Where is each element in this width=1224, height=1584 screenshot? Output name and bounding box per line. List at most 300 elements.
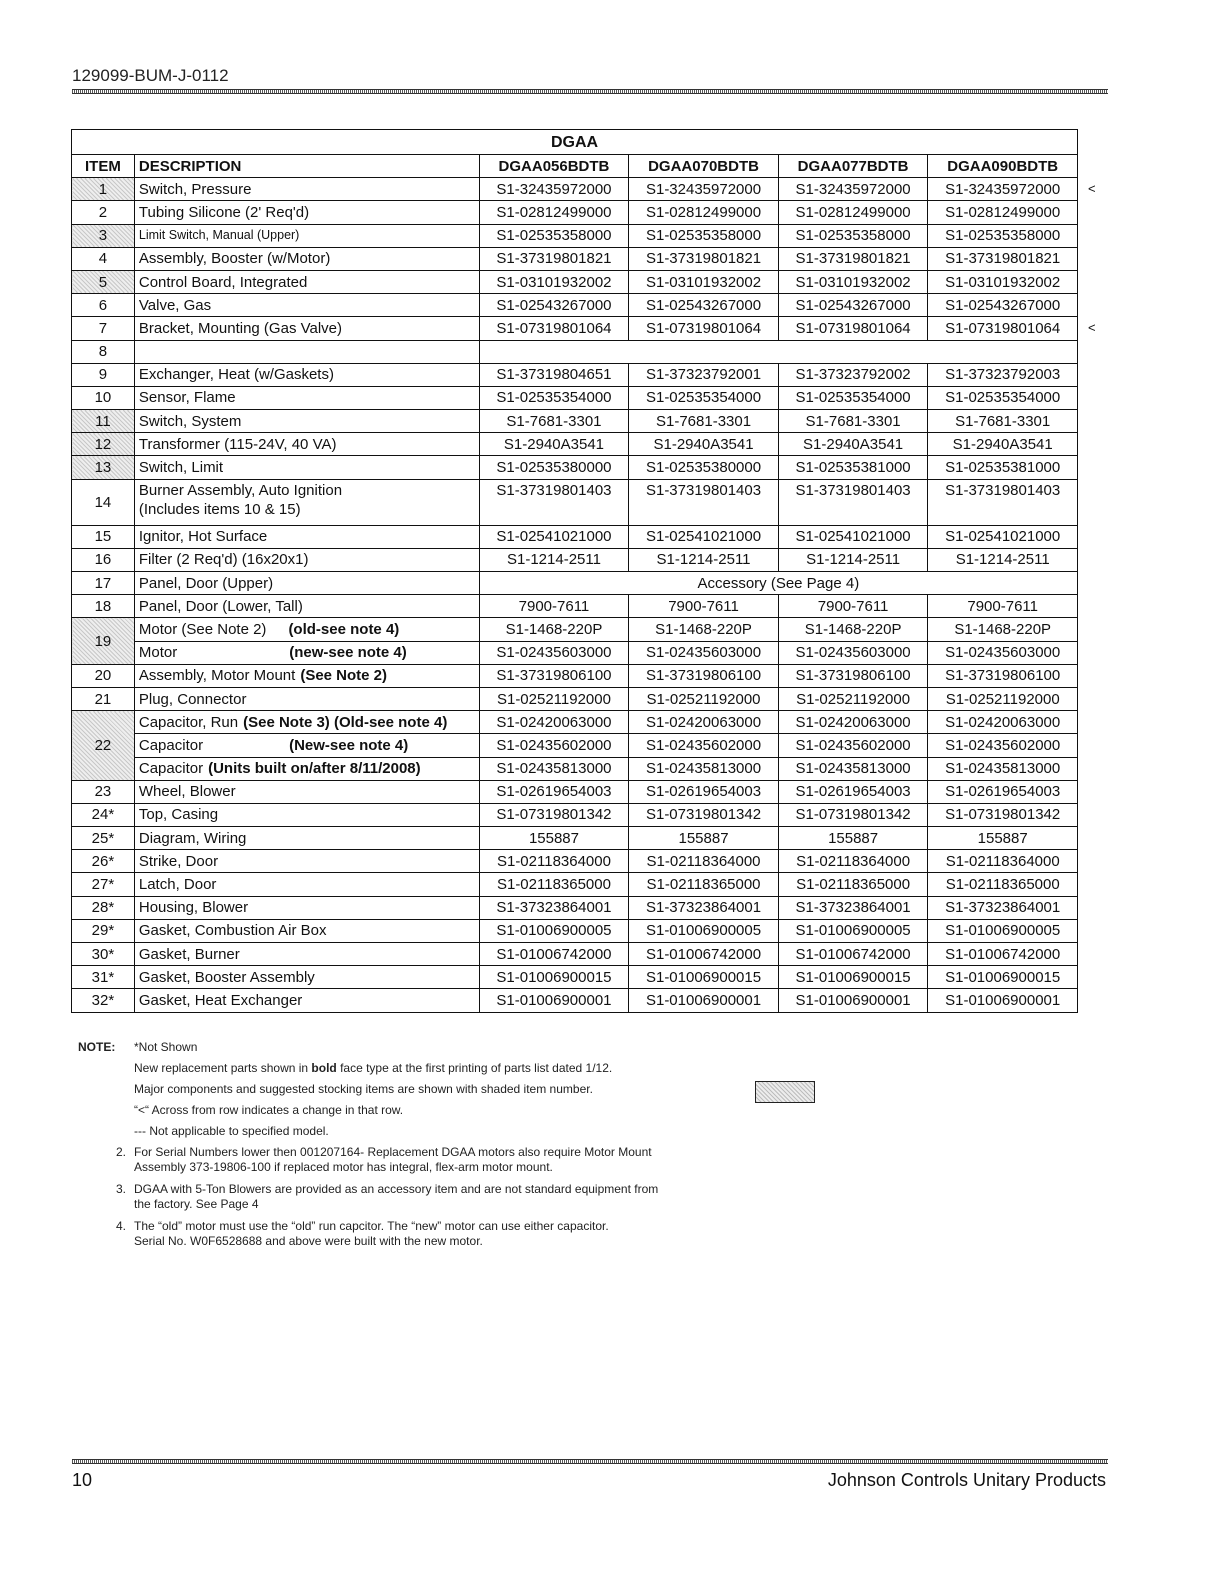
item-number: 13 xyxy=(72,456,135,479)
note-2-line-2: Assembly 373-19806-100 if replaced motor has integral, flex-arm motor mount. xyxy=(134,1160,553,1174)
item-description xyxy=(134,479,479,525)
part-number: S1-01006742000 xyxy=(479,943,629,966)
item-number: 3 xyxy=(72,224,135,247)
part-number: S1-02619654003 xyxy=(629,780,779,803)
col-header-model: DGAA070BDTB xyxy=(629,155,779,178)
part-number: S1-2940A3541 xyxy=(479,433,629,456)
part-number: S1-1214-2511 xyxy=(479,548,629,571)
item-description xyxy=(134,525,479,548)
part-number: 155887 xyxy=(778,827,928,850)
description-text-line-2: (Includes items 10 & 15) xyxy=(138,500,301,518)
document-id: 129099-BUM-J-0112 xyxy=(72,66,229,85)
item-description xyxy=(134,386,479,409)
item-description xyxy=(134,919,479,942)
description-text: Gasket, Heat Exchanger xyxy=(138,991,303,1009)
item-description xyxy=(134,803,479,826)
item-number: 22 xyxy=(72,711,135,781)
part-number: S1-01006900015 xyxy=(629,966,779,989)
part-number: S1-02435602000 xyxy=(928,734,1078,757)
item-number: 28* xyxy=(72,896,135,919)
description-text: Diagram, Wiring xyxy=(138,829,247,847)
part-number: S1-01006900005 xyxy=(629,919,779,942)
description-tag: (See Note 3) (Old-see note 4) xyxy=(243,713,448,731)
part-number: S1-37323864001 xyxy=(629,896,779,919)
part-number: S1-02619654003 xyxy=(928,780,1078,803)
part-number: S1-02543267000 xyxy=(928,294,1078,317)
table-row xyxy=(72,224,1078,247)
change-marker: < xyxy=(1088,320,1096,336)
item-description xyxy=(134,317,479,340)
part-number: S1-07319801064 xyxy=(778,317,928,340)
part-number: S1-7681-3301 xyxy=(629,410,779,433)
item-description xyxy=(134,687,479,710)
description-text: Limit Switch, Manual (Upper) xyxy=(138,228,300,243)
part-number: S1-01006900005 xyxy=(928,919,1078,942)
note-2-number: 2. xyxy=(116,1145,127,1159)
description-text: Bracket, Mounting (Gas Valve) xyxy=(138,319,343,337)
item-number: 1 xyxy=(72,178,135,201)
description-tag: (old-see note 4) xyxy=(288,620,400,638)
part-number: S1-1468-220P xyxy=(928,618,1078,641)
description-tag: (Units built on/after 8/11/2008) xyxy=(208,760,421,778)
part-number: S1-02812499000 xyxy=(629,201,779,224)
part-number: S1-02435602000 xyxy=(778,734,928,757)
part-number: S1-02535354000 xyxy=(928,386,1078,409)
table-row xyxy=(72,641,1078,664)
description-text: Housing, Blower xyxy=(138,899,249,917)
part-number: S1-02118364000 xyxy=(778,850,928,873)
table-row xyxy=(72,780,1078,803)
item-description xyxy=(134,664,479,687)
part-number: S1-01006900015 xyxy=(778,966,928,989)
item-description xyxy=(134,711,479,734)
part-number: S1-02435603000 xyxy=(928,641,1078,664)
item-number: 18 xyxy=(72,595,135,618)
part-number: 155887 xyxy=(928,827,1078,850)
table-row xyxy=(72,201,1078,224)
description-text: Panel, Door (Lower, Tall) xyxy=(138,597,303,615)
table-row xyxy=(72,966,1078,989)
description-text: Strike, Door xyxy=(138,852,219,870)
part-number: S1-02535354000 xyxy=(629,386,779,409)
table-row xyxy=(72,456,1078,479)
part-number: S1-02535381000 xyxy=(778,456,928,479)
table-row xyxy=(72,270,1078,293)
item-description xyxy=(134,340,479,363)
part-number: S1-02619654003 xyxy=(479,780,629,803)
item-description xyxy=(134,641,479,664)
part-number: 7900-7611 xyxy=(479,595,629,618)
part-number: S1-32435972000 xyxy=(479,178,629,201)
description-text: Tubing Silicone (2' Req'd) xyxy=(138,203,310,221)
note-bold-explanation xyxy=(134,1061,612,1075)
part-number: S1-1468-220P xyxy=(479,618,629,641)
item-description xyxy=(134,456,479,479)
part-number: S1-2940A3541 xyxy=(928,433,1078,456)
item-number: 4 xyxy=(72,247,135,270)
item-number: 20 xyxy=(72,664,135,687)
part-number: S1-37323792002 xyxy=(778,363,928,386)
item-description xyxy=(134,572,479,595)
description-text: Sensor, Flame xyxy=(138,389,236,407)
item-number: 27* xyxy=(72,873,135,896)
item-number: 25* xyxy=(72,827,135,850)
table-row xyxy=(72,989,1078,1012)
parts-table-body xyxy=(72,178,1078,1012)
description-text: Plug, Connector xyxy=(138,690,247,708)
item-number: 17 xyxy=(72,572,135,595)
part-number: S1-02535358000 xyxy=(629,224,779,247)
part-number: S1-7681-3301 xyxy=(778,410,928,433)
part-number: S1-01006900005 xyxy=(479,919,629,942)
note-text: face type at the first printing of parts list dated 1/12. xyxy=(336,1061,613,1075)
note-label: NOTE: xyxy=(78,1040,116,1054)
part-number: S1-01006900001 xyxy=(479,989,629,1012)
table-row xyxy=(72,479,1078,525)
table-row xyxy=(72,595,1078,618)
table-row xyxy=(72,572,1078,595)
part-number: S1-37319801403 xyxy=(479,479,629,525)
part-number: S1-7681-3301 xyxy=(928,410,1078,433)
table-row xyxy=(72,525,1078,548)
part-number: S1-32435972000 xyxy=(778,178,928,201)
part-number: S1-37319801821 xyxy=(778,247,928,270)
part-number: S1-2940A3541 xyxy=(629,433,779,456)
part-number: 7900-7611 xyxy=(778,595,928,618)
part-number: S1-7681-3301 xyxy=(479,410,629,433)
part-number: S1-02521192000 xyxy=(778,687,928,710)
item-number: 7 xyxy=(72,317,135,340)
item-number: 12 xyxy=(72,433,135,456)
note-not-applicable: --- Not applicable to specified model. xyxy=(134,1124,329,1138)
table-row xyxy=(72,687,1078,710)
part-number: S1-01006900015 xyxy=(928,966,1078,989)
part-number: S1-02535380000 xyxy=(629,456,779,479)
part-number: S1-02535380000 xyxy=(479,456,629,479)
col-header-model: DGAA077BDTB xyxy=(778,155,928,178)
part-number: S1-07319801064 xyxy=(928,317,1078,340)
col-header-description: DESCRIPTION xyxy=(134,155,479,178)
description-text: Latch, Door xyxy=(138,876,217,894)
table-row xyxy=(72,178,1078,201)
part-number: S1-02521192000 xyxy=(928,687,1078,710)
item-description xyxy=(134,224,479,247)
part-number: S1-02435602000 xyxy=(479,734,629,757)
item-number: 32* xyxy=(72,989,135,1012)
table-row xyxy=(72,803,1078,826)
part-number: S1-01006742000 xyxy=(778,943,928,966)
item-number: 24* xyxy=(72,803,135,826)
table-row xyxy=(72,294,1078,317)
table-row xyxy=(72,386,1078,409)
part-number: S1-02420063000 xyxy=(629,711,779,734)
part-number: S1-37319801821 xyxy=(629,247,779,270)
part-number: S1-02435603000 xyxy=(479,641,629,664)
description-text: Valve, Gas xyxy=(138,296,212,314)
part-number: S1-02812499000 xyxy=(479,201,629,224)
item-number: 16 xyxy=(72,548,135,571)
table-row xyxy=(72,943,1078,966)
part-number: S1-02118364000 xyxy=(928,850,1078,873)
part-number: S1-37319806100 xyxy=(928,664,1078,687)
table-row xyxy=(72,317,1078,340)
item-description xyxy=(134,270,479,293)
table-row xyxy=(72,618,1078,641)
part-number: S1-02521192000 xyxy=(479,687,629,710)
part-number: S1-02435813000 xyxy=(928,757,1078,780)
part-number: S1-02420063000 xyxy=(928,711,1078,734)
table-row xyxy=(72,340,1078,363)
description-text: Assembly, Motor Mount xyxy=(138,667,296,685)
part-number: S1-37319806100 xyxy=(479,664,629,687)
part-number: S1-07319801342 xyxy=(629,803,779,826)
item-number: 10 xyxy=(72,386,135,409)
column-header-row xyxy=(72,155,1078,178)
table-row xyxy=(72,827,1078,850)
part-number: S1-02420063000 xyxy=(479,711,629,734)
item-description xyxy=(134,873,479,896)
footer-company: Johnson Controls Unitary Products xyxy=(827,1470,1106,1490)
part-number: 7900-7611 xyxy=(928,595,1078,618)
table-row xyxy=(72,734,1078,757)
part-number: S1-1468-220P xyxy=(778,618,928,641)
part-number: S1-02118364000 xyxy=(479,850,629,873)
part-number: S1-02435813000 xyxy=(778,757,928,780)
item-number: 29* xyxy=(72,919,135,942)
part-number: S1-02118365000 xyxy=(629,873,779,896)
part-number: S1-07319801342 xyxy=(778,803,928,826)
note-not-shown: *Not Shown xyxy=(134,1040,198,1054)
part-number: S1-02118365000 xyxy=(778,873,928,896)
part-number: S1-02543267000 xyxy=(778,294,928,317)
part-number: S1-02420063000 xyxy=(778,711,928,734)
part-number: S1-03101932002 xyxy=(778,270,928,293)
note-3-line-2: the factory. See Page 4 xyxy=(134,1197,259,1211)
part-number: S1-02521192000 xyxy=(629,687,779,710)
table-row xyxy=(72,850,1078,873)
item-number: 15 xyxy=(72,525,135,548)
item-number: 23 xyxy=(72,780,135,803)
description-text: Capacitor, Run xyxy=(138,713,239,731)
item-number: 8 xyxy=(72,340,135,363)
part-number: S1-02812499000 xyxy=(928,201,1078,224)
part-number: S1-1214-2511 xyxy=(629,548,779,571)
part-number: S1-01006900001 xyxy=(928,989,1078,1012)
description-text: Burner Assembly, Auto Ignition xyxy=(138,481,343,499)
item-number: 19 xyxy=(72,618,135,664)
description-tag: (See Note 2) xyxy=(300,667,388,685)
item-description xyxy=(134,363,479,386)
col-header-item: ITEM xyxy=(72,155,135,178)
description-text: Gasket, Combustion Air Box xyxy=(138,922,327,940)
description-text: Transformer (115-24V, 40 VA) xyxy=(138,435,337,453)
part-number: S1-02535354000 xyxy=(778,386,928,409)
description-tag: (new-see note 4) xyxy=(289,644,407,662)
note-4-line-2: Serial No. W0F6528688 and above were built with the new motor. xyxy=(134,1234,483,1248)
part-number: S1-37323864001 xyxy=(928,896,1078,919)
item-description xyxy=(134,548,479,571)
part-number: S1-02543267000 xyxy=(629,294,779,317)
shaded-legend-swatch xyxy=(755,1081,815,1103)
part-number: S1-02535358000 xyxy=(928,224,1078,247)
part-number: S1-07319801064 xyxy=(629,317,779,340)
part-number: S1-01006742000 xyxy=(629,943,779,966)
part-number: S1-03101932002 xyxy=(479,270,629,293)
part-number: S1-37319804651 xyxy=(479,363,629,386)
part-number: S1-02435813000 xyxy=(479,757,629,780)
item-description xyxy=(134,201,479,224)
item-description xyxy=(134,850,479,873)
part-number: S1-37319801403 xyxy=(629,479,779,525)
note-change-marker-explanation: “<“ Across from row indicates a change in that row. xyxy=(134,1103,404,1117)
table-row xyxy=(72,757,1078,780)
part-number: S1-02535358000 xyxy=(479,224,629,247)
table-row xyxy=(72,919,1078,942)
table-row xyxy=(72,873,1078,896)
description-tag: (New-see note 4) xyxy=(289,736,409,754)
part-number: S1-03101932002 xyxy=(629,270,779,293)
item-description xyxy=(134,595,479,618)
part-number: S1-1214-2511 xyxy=(778,548,928,571)
description-text: Gasket, Burner xyxy=(138,945,240,963)
part-number: 155887 xyxy=(629,827,779,850)
header-rule xyxy=(72,89,1108,94)
part-number: S1-37323864001 xyxy=(778,896,928,919)
part-number: S1-02541021000 xyxy=(778,525,928,548)
part-number: S1-2940A3541 xyxy=(778,433,928,456)
item-description xyxy=(134,294,479,317)
item-description xyxy=(134,433,479,456)
description-text: Switch, Limit xyxy=(138,459,224,477)
part-number: S1-02541021000 xyxy=(479,525,629,548)
page-number: 10 xyxy=(72,1470,93,1490)
part-number: S1-01006900005 xyxy=(778,919,928,942)
description-text: Wheel, Blower xyxy=(138,783,236,801)
item-description xyxy=(134,827,479,850)
item-number: 26* xyxy=(72,850,135,873)
item-description xyxy=(134,989,479,1012)
table-row xyxy=(72,410,1078,433)
part-number: S1-01006900001 xyxy=(629,989,779,1012)
description-text: Assembly, Booster (w/Motor) xyxy=(138,250,331,268)
part-number: S1-1214-2511 xyxy=(928,548,1078,571)
table-title: DGAA xyxy=(72,130,1078,155)
part-number: S1-37319806100 xyxy=(629,664,779,687)
item-number: 30* xyxy=(72,943,135,966)
item-description xyxy=(134,943,479,966)
description-text: Capacitor xyxy=(138,736,204,754)
part-number: S1-03101932002 xyxy=(928,270,1078,293)
part-number: S1-1468-220P xyxy=(629,618,779,641)
table-title-row xyxy=(72,130,1078,155)
table-row xyxy=(72,711,1078,734)
item-number: 14 xyxy=(72,479,135,525)
item-description xyxy=(134,757,479,780)
description-text: Control Board, Integrated xyxy=(138,273,308,291)
item-description xyxy=(134,178,479,201)
part-number: S1-02812499000 xyxy=(778,201,928,224)
item-number: 31* xyxy=(72,966,135,989)
part-number: S1-02535354000 xyxy=(479,386,629,409)
table-row xyxy=(72,363,1078,386)
part-number: S1-02435813000 xyxy=(629,757,779,780)
part-number: S1-02435603000 xyxy=(778,641,928,664)
part-number: S1-07319801342 xyxy=(928,803,1078,826)
table-row xyxy=(72,433,1078,456)
description-text: Gasket, Booster Assembly xyxy=(138,968,315,986)
description-text: Ignitor, Hot Surface xyxy=(138,528,268,546)
part-number: S1-02543267000 xyxy=(479,294,629,317)
item-description xyxy=(134,780,479,803)
note-4-number: 4. xyxy=(116,1219,127,1233)
table-row xyxy=(72,247,1078,270)
item-number: 11 xyxy=(72,410,135,433)
table-row xyxy=(72,664,1078,687)
part-number: S1-02541021000 xyxy=(928,525,1078,548)
part-number: S1-37323792001 xyxy=(629,363,779,386)
note-text: New replacement parts shown in xyxy=(134,1061,312,1075)
table-row xyxy=(72,548,1078,571)
empty-part-cell xyxy=(479,340,1077,363)
item-number: 2 xyxy=(72,201,135,224)
part-number: S1-02541021000 xyxy=(629,525,779,548)
item-number: 9 xyxy=(72,363,135,386)
note-2-line-1: For Serial Numbers lower then 001207164- Replacement DGAA motors also require Motor Mount xyxy=(134,1145,652,1159)
part-number: S1-32435972000 xyxy=(928,178,1078,201)
part-number: S1-01006900001 xyxy=(778,989,928,1012)
col-header-model: DGAA056BDTB xyxy=(479,155,629,178)
part-number: S1-01006742000 xyxy=(928,943,1078,966)
part-number: S1-02535381000 xyxy=(928,456,1078,479)
part-number: S1-37319801403 xyxy=(928,479,1078,525)
part-number: S1-02535358000 xyxy=(778,224,928,247)
item-number: 5 xyxy=(72,270,135,293)
part-number: S1-02118365000 xyxy=(479,873,629,896)
parts-table xyxy=(71,129,1078,1013)
part-number: S1-37323792003 xyxy=(928,363,1078,386)
part-number: S1-02435603000 xyxy=(629,641,779,664)
description-text: Filter (2 Req'd) (16x20x1) xyxy=(138,551,309,569)
description-text: Capacitor xyxy=(138,760,204,778)
part-number: S1-37319801821 xyxy=(479,247,629,270)
part-number: 7900-7611 xyxy=(629,595,779,618)
item-description xyxy=(134,618,479,641)
item-description xyxy=(134,896,479,919)
accessory-note: Accessory (See Page 4) xyxy=(479,572,1077,595)
note-4-line-1: The “old” motor must use the “old” run capcitor. The “new” motor can use either capacitor. xyxy=(134,1219,609,1233)
part-number: S1-37319801821 xyxy=(928,247,1078,270)
part-number: S1-02619654003 xyxy=(778,780,928,803)
description-text: Panel, Door (Upper) xyxy=(138,574,274,592)
description-text: Top, Casing xyxy=(138,806,219,824)
item-number: 21 xyxy=(72,687,135,710)
part-number: S1-37319806100 xyxy=(778,664,928,687)
note-3-line-1: DGAA with 5-Ton Blowers are provided as an accessory item and are not standard equipment from xyxy=(134,1182,659,1196)
item-description xyxy=(134,247,479,270)
item-description xyxy=(134,410,479,433)
note-shaded-explanation: Major components and suggested stocking items are shown with shaded item number. xyxy=(134,1082,593,1096)
item-description xyxy=(134,734,479,757)
note-bold-word: bold xyxy=(311,1061,337,1075)
description-text: Switch, System xyxy=(138,412,242,430)
note-3-number: 3. xyxy=(116,1182,127,1196)
description-text: Exchanger, Heat (w/Gaskets) xyxy=(138,366,334,384)
description-text: Motor (See Note 2) xyxy=(138,620,267,638)
description-text: Motor xyxy=(138,644,178,662)
part-number: S1-37323864001 xyxy=(479,896,629,919)
description-text: Switch, Pressure xyxy=(138,180,252,198)
part-number: S1-02435602000 xyxy=(629,734,779,757)
